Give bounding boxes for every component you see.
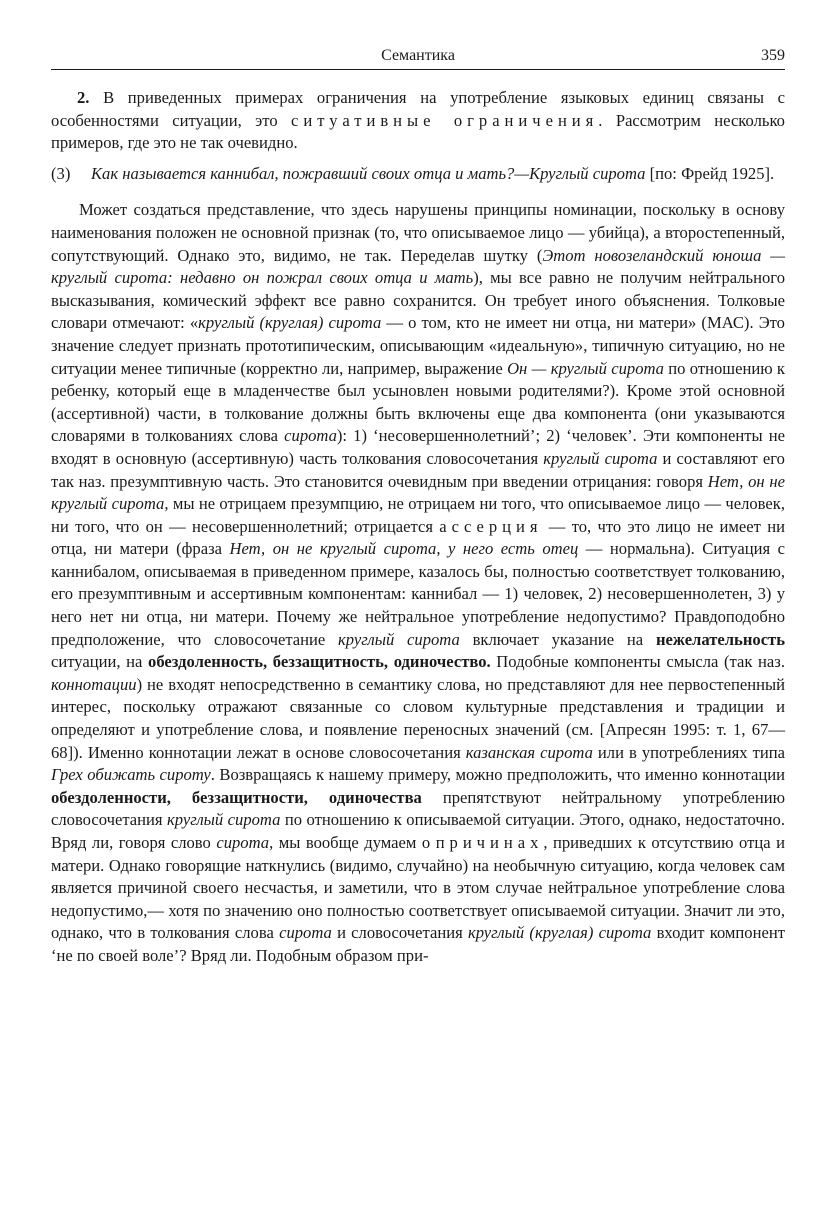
example-number: (3) <box>51 163 71 183</box>
example-3 <box>51 163 785 186</box>
running-title: Семантика <box>381 47 455 64</box>
page-number: 359 <box>761 47 785 64</box>
running-header <box>51 46 785 70</box>
example-source: [по: Фрейд 1925]. <box>645 163 775 183</box>
main-paragraph: Может создаться представление, что здесь нарушены принципы номинации, поскольку в основу наименования положен не основной признак (то, что описываемое лицо — убийца), а второстепенный, сопутствующий. Однако это, видимо, не так. Переделав шутку (Этот новозеландский юноша — круглый сирота: недавно он пожрал своих отца и мать), мы все равно не получим нейтрального высказывания, комический эффект все равно сохранится. Он требует иного объяснения. Толковые словари отмечают: «круглый (круглая) сирота — о том, кто не имеет ни отца, ни матери» (МАС). Это значение следует признать прототипическим, описывающим «идеальную», типичную ситуацию, но не ситуации менее типичные (корректно ли, например, выражение Он — круглый сирота по отношению к ребенку, который еще в младенчестве был усыновлен новыми родителями?). Кроме этой основной (ассертивной) части, в толкование должны быть включены еще два компонента (они указываются словарями в толкованиях слова сирота): 1) ‘несовершеннолетний’; 2) ‘человек’. Эти компоненты не входят в основную (ассертивную) часть толкования словосочетания круглый сирота и составляют его так наз. презумптивную часть. Это становится очевидным при введении отрицания: говоря Нет, он не круглый сирота, мы не отрицаем презумпцию, не отрицаем ни того, что описываемое лицо — человек, ни того, что он — несовершеннолетний; отрицается ассерция — то, что это лицо не имеет ни отца, ни матери (фраза Нет, он не круглый сирота, у него есть отец — нормальна). Ситуация с каннибалом, описываемая в приведенном примере, казалось бы, полностью соответствует толкованию, его презумптивным и ассертивным компонентам: каннибал — 1) человек, 2) несовершеннолетен, 3) у него нет ни отца, ни матери. Почему же нейтральное употребление недопустимо? Правдоподобно предположение, что словосочетание круглый сирота включает указание на нежелательность ситуации, на обездоленность, беззащитность, одиночество. Подобные компоненты смысла (так наз. коннотации) не входят непосредственно в семантику слова, но представляют для нее первостепенный интерес, поскольку отражают связанные со словом культурные представления и традиции и определяют и употребление слова, и появление переносных значений (см. [Апресян 1995: т. 1, 67—68]). Именно коннотации лежат в основе словосочетания казанская сирота или в употреблениях типа Грех обижать сироту. Возвращаясь к нашему примеру, можно предположить, что именно коннотации обездоленности, беззащитности, одиночества препятствуют нейтральному употреблению словосочетания круглый сирота по отношению к описываемой ситуации. Этого, однако, недостаточно. Вряд ли, говоря слово сирота, мы вообще думаем о причинах, приведших к отсутствию отца и матери. Однако говорящие наткнулись (видимо, случайно) на необычную ситуацию, когда человек сам является причиной своего несчастья, и заметили, что в этом случае нейтральное употребление слова недопустимо,— хотя по значению оно полностью соответствует описываемой ситуации. Значит ли это, однако, что в толкования слова сирота и словосочетания круглый (круглая) сирота входит компонент ‘не по своей воле’? Вряд ли. Подобным образом при- <box>51 200 785 965</box>
book-page <box>51 46 785 968</box>
paragraph-2: 2. В приведенных примерах ограничения на употребление языковых единиц связаны с особенностями ситуации, это ситуативные ограничения. Рассмотрим несколько примеров, где это не так очевидно. <box>51 88 785 153</box>
example-text: Как называется каннибал, пожравший своих отца и мать?—Круглый сирота <box>91 163 646 183</box>
spaced-term: ситуативные ограничения <box>291 110 599 130</box>
paragraph-number: 2. <box>77 88 90 107</box>
